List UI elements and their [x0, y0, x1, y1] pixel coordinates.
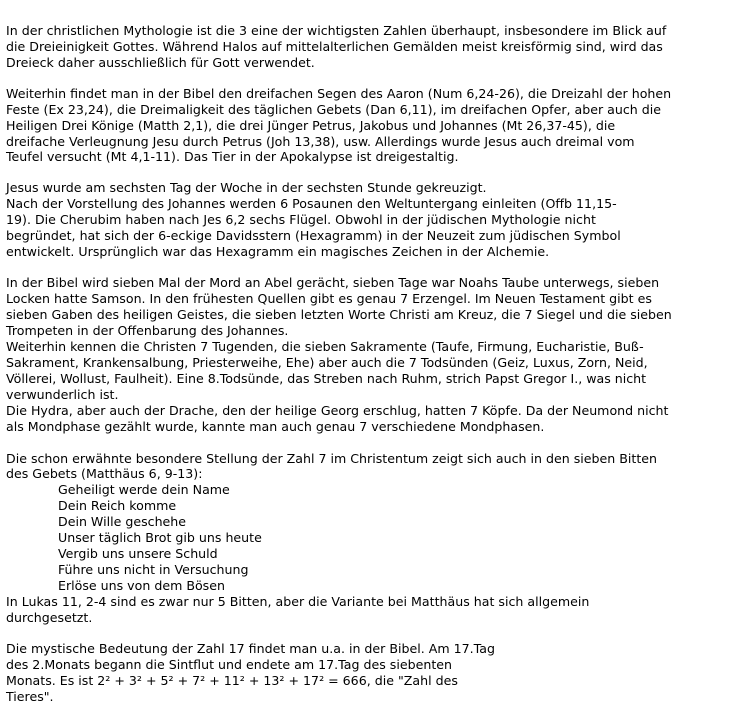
list-item: Erlöse uns von dem Bösen: [58, 578, 225, 593]
text-line: Feste (Ex 23,24), die Dreimaligkeit des täglichen Gebets (Dan 6,11), im dreifachen Opfer, aber auch die: [6, 102, 662, 117]
text-line: Locken hatte Samson. In den frühesten Quellen gibt es genau 7 Erzengel. Im Neuen Testament gibt es: [6, 291, 652, 306]
text-line: In der christlichen Mythologie ist die 3 eine der wichtigsten Zahlen überhaupt, insbesondere im Blick auf: [6, 23, 667, 38]
list-item: Vergib uns unsere Schuld: [58, 546, 218, 561]
text-line: als Mondphase gezählt wurde, kannte man auch genau 7 verschiedene Mondphasen.: [6, 419, 545, 434]
list-item: Dein Reich komme: [58, 498, 177, 513]
text-line: verwunderlich ist.: [6, 387, 119, 402]
text-line: entwickelt. Ursprünglich war das Hexagramm ein magisches Zeichen in der Alchemie.: [6, 244, 550, 259]
text-line: Teufel versucht (Mt 4,1-11). Das Tier in der Apokalypse ist dreigestaltig.: [6, 149, 459, 164]
text-line: des Gebets (Matthäus 6, 9-13):: [6, 466, 203, 481]
text-line: dreifache Verleugnung Jesu durch Petrus (Joh 13,38), usw. Allerdings wurde Jesus auch dreimal vom: [6, 134, 635, 149]
text-line: Die schon erwähnte besondere Stellung der Zahl 7 im Christentum zeigt sich auch in den sieben Bitten: [6, 451, 657, 466]
list-item: Führe uns nicht in Versuchung: [58, 562, 249, 577]
list-item: Geheiligt werde dein Name: [58, 482, 230, 497]
text-line: Weiterhin kennen die Christen 7 Tugenden, die sieben Sakramente (Taufe, Firmung, Eucharistie, Buß-: [6, 339, 644, 354]
text-line: In Lukas 11, 2-4 sind es zwar nur 5 Bitten, aber die Variante bei Matthäus hat sich allgemein: [6, 594, 590, 609]
text-line: 19). Die Cherubim haben nach Jes 6,2 sechs Flügel. Obwohl in der jüdischen Mythologie nicht: [6, 212, 596, 227]
text-line: begründet, hat sich der 6-eckige Davidsstern (Hexagramm) in der Neuzeit zum jüdischen Symbol: [6, 228, 621, 243]
text-line: die Dreieinigkeit Gottes. Während Halos auf mittelalterlichen Gemälden meist kreisförmig sind, wird das: [6, 39, 663, 54]
text-line: Nach der Vorstellung des Johannes werden 6 Posaunen den Weltuntergang einleiten (Offb 11,15-: [6, 196, 617, 211]
list-item: Unser täglich Brot gib uns heute: [58, 530, 262, 545]
text-line: sieben Gaben des heiligen Geistes, die sieben letzten Worte Christi am Kreuz, die 7 Siegel und die sieben: [6, 307, 672, 322]
text-line: Weiterhin findet man in der Bibel den dreifachen Segen des Aaron (Num 6,24-26), die Dreizahl der hohen: [6, 86, 672, 101]
text-line: Jesus wurde am sechsten Tag der Woche in der sechsten Stunde gekreuzigt.: [6, 180, 487, 195]
text-line: Tieres".: [6, 689, 54, 704]
text-line: Heiligen Drei Könige (Matth 2,1), die drei Jünger Petrus, Jakobus und Johannes (Mt 26,37-45), die: [6, 118, 616, 133]
text-line: Monats. Es ist 2² + 3² + 5² + 7² + 11² + 13² + 17² = 666, die "Zahl des: [6, 673, 458, 688]
text-line: Trompeten in der Offenbarung des Johannes.: [6, 323, 289, 338]
text-line: In der Bibel wird sieben Mal der Mord an Abel gerächt, sieben Tage war Noahs Taube unterwegs, sieben: [6, 275, 660, 290]
text-line: Die mystische Bedeutung der Zahl 17 findet man u.a. in der Bibel. Am 17.Tag: [6, 641, 495, 656]
text-line: Sakrament, Krankensalbung, Priesterweihe, Ehe) aber auch die 7 Todsünden (Geiz, Luxus, Zorn, Neid,: [6, 355, 648, 370]
text-line: Völlerei, Wollust, Faulheit). Eine 8.Todsünde, das Streben nach Ruhm, strich Papst Gregor I., was nicht: [6, 371, 647, 386]
text-line: durchgesetzt.: [6, 610, 93, 625]
text-line: Dreieck daher ausschließlich für Gott verwendet.: [6, 55, 315, 70]
text-line: Die Hydra, aber auch der Drache, den der heilige Georg erschlug, hatten 7 Köpfe. Da der Neumond nicht: [6, 403, 669, 418]
text-line: des 2.Monats begann die Sintflut und endete am 17.Tag des siebenten: [6, 657, 452, 672]
list-item: Dein Wille geschehe: [58, 514, 187, 529]
